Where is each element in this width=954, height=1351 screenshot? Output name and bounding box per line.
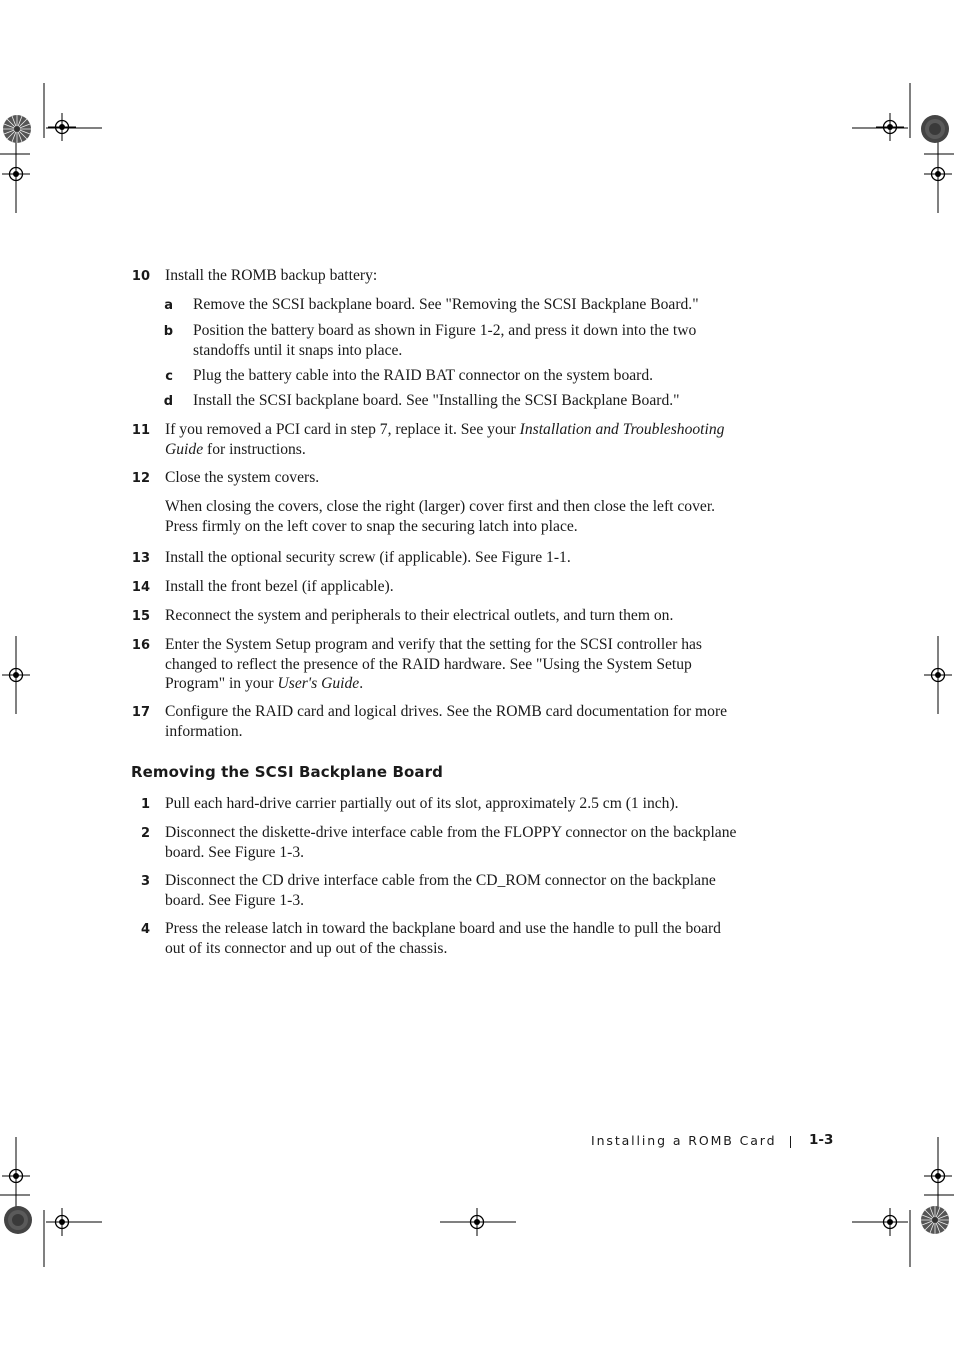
step-text-end: . — [359, 675, 364, 693]
step-text — [165, 635, 740, 694]
guide-title: User's Guide — [277, 675, 360, 693]
crosshair-target-icon — [924, 661, 952, 689]
step-text: Disconnect the CD drive interface cable from the CD_ROM connector on the backplane board. See Figure 1-3. — [165, 872, 716, 909]
footer-chapter-title: Installing a ROMB Card — [591, 1133, 777, 1148]
guide-title: Installation and Troubleshooting Guide — [165, 421, 725, 458]
crosshair-target-icon — [48, 113, 76, 141]
step-text: Disconnect the diskette-drive interface cable from the FLOPPY connector on the backplane board. See Figure 1-3. — [165, 824, 737, 861]
substep-text: Position the battery board as shown in Figure 1-2, and press it down into the two standoffs until it snaps into place. — [193, 322, 697, 359]
step-number: 10 — [131, 269, 150, 284]
crosshair-target-icon — [2, 661, 30, 689]
substep-text: Plug the battery cable into the RAID BAT connector on the system board. — [193, 367, 654, 384]
step-text-start: If you removed a PCI card in step 7, replace it. See your — [165, 421, 520, 438]
substep-letter: d — [163, 394, 173, 409]
step-number: 17 — [131, 705, 150, 720]
footer-divider — [790, 1136, 791, 1148]
step-number: 13 — [131, 551, 150, 566]
step-text: Configure the RAID card and logical drives. See the ROMB card documentation for more information. — [165, 703, 728, 740]
step-text: Install the front bezel (if applicable). — [165, 578, 394, 595]
substep-letter: c — [165, 369, 173, 384]
crosshair-target-icon — [48, 1208, 76, 1236]
step-number: 16 — [131, 638, 150, 653]
step-text: Close the system covers. — [165, 469, 320, 486]
step-text-start: Enter the System Setup program and verify that the setting for the SCSI controller has changed to reflect the presence of the RAID hardware. See "Using the System Setup Program" in your — [165, 636, 703, 693]
starburst-icon — [3, 115, 31, 143]
step-number: 3 — [140, 874, 150, 889]
step-number: 15 — [131, 609, 150, 624]
step-text: Press the release latch in toward the backplane board and use the handle to pull the board out of its connector and up out of the chassis. — [165, 920, 721, 957]
step-text: Reconnect the system and peripherals to their electrical outlets, and turn them on. — [165, 607, 674, 624]
starburst-icon — [921, 115, 949, 143]
step-12-note: When closing the covers, close the right (larger) cover first and then close the left cover. Press firmly on the left cover to snap the securing latch into place. — [165, 498, 716, 535]
crosshair-target-icon — [924, 1162, 952, 1190]
step-number: 4 — [140, 922, 150, 937]
step-text: Install the ROMB backup battery: — [165, 267, 378, 284]
crosshair-target-icon — [463, 1208, 491, 1236]
crosshair-target-icon — [924, 160, 952, 188]
page-number: 1-3 — [809, 1132, 834, 1148]
crosshair-target-icon — [876, 113, 904, 141]
substep-letter: a — [164, 298, 173, 313]
step-number: 14 — [131, 580, 150, 595]
crosshair-target-icon — [2, 1162, 30, 1190]
step-text — [165, 420, 740, 459]
crosshair-target-icon — [2, 160, 30, 188]
crosshair-target-icon — [876, 1208, 904, 1236]
step-number: 12 — [131, 471, 150, 486]
substep-text: Remove the SCSI backplane board. See "Removing the SCSI Backplane Board." — [193, 296, 699, 313]
step-text: Pull each hard-drive carrier partially out of its slot, approximately 2.5 cm (1 inch). — [165, 795, 679, 812]
section-heading: Removing the SCSI Backplane Board — [131, 763, 443, 781]
step-text: Install the optional security screw (if applicable). See Figure 1-1. — [165, 549, 571, 566]
starburst-icon — [921, 1206, 949, 1234]
step-number: 11 — [131, 423, 150, 438]
step-number: 1 — [140, 797, 150, 812]
starburst-icon — [4, 1206, 32, 1234]
substep-text: Install the SCSI backplane board. See "Installing the SCSI Backplane Board." — [193, 392, 680, 409]
step-text-end: for instructions. — [203, 440, 306, 458]
step-number: 2 — [140, 826, 150, 841]
substep-letter: b — [163, 324, 173, 339]
